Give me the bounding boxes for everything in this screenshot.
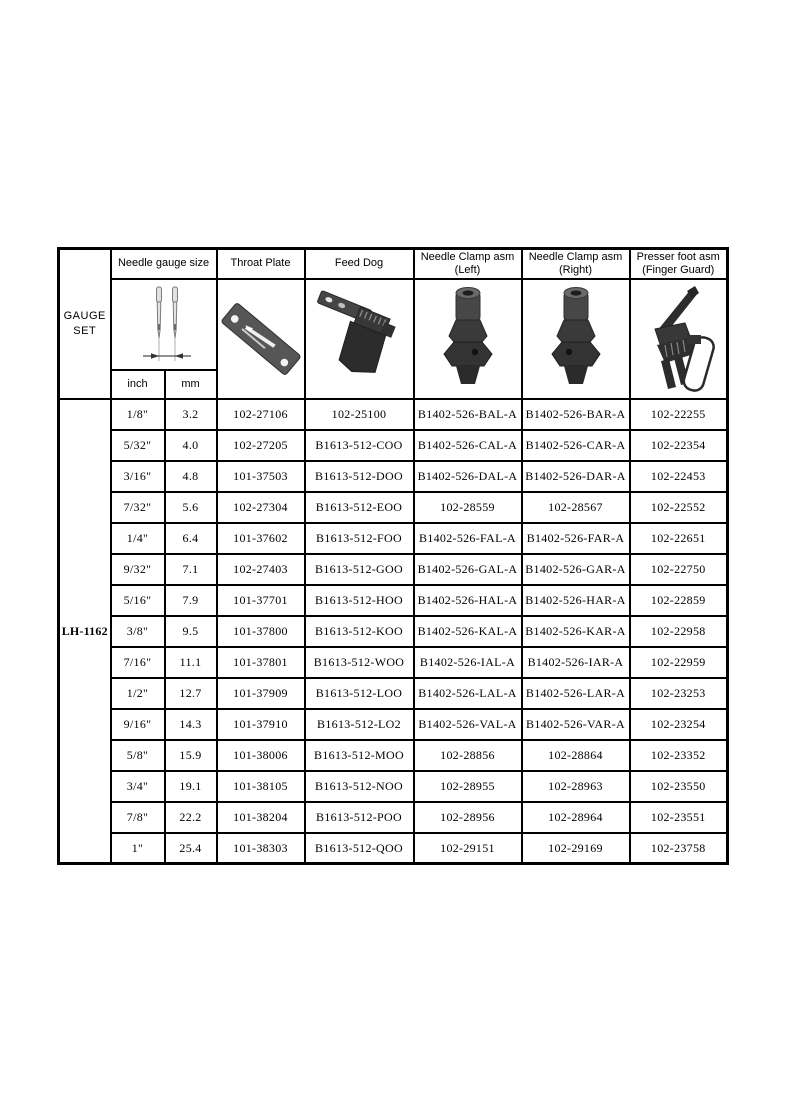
presser-foot-cell: 102-22958 <box>630 616 728 647</box>
image-row <box>59 279 728 370</box>
header-line: Throat Plate <box>230 257 291 270</box>
throat-plate-cell: 101-38303 <box>217 833 305 864</box>
presser-foot-cell: 102-22750 <box>630 554 728 585</box>
needle-clamp-left-cell: B1402-526-BAL-A <box>414 399 522 430</box>
presser-foot-cell: 102-23254 <box>630 709 728 740</box>
needle-clamp-right-image-cell <box>522 279 630 399</box>
needle-clamp-left-cell: B1402-526-LAL-A <box>414 678 522 709</box>
inch-cell: 5/16" <box>111 585 165 616</box>
needle-clamp-left-cell: 102-28955 <box>414 771 522 802</box>
presser-foot-cell: 102-22959 <box>630 647 728 678</box>
table-row <box>59 492 728 523</box>
inch-cell: 1/8" <box>111 399 165 430</box>
header-line: Needle Clamp asm <box>528 250 623 263</box>
table-row <box>59 554 728 585</box>
needle-clamp-right-cell: B1402-526-LAR-A <box>522 678 630 709</box>
throat-plate-cell: 101-37801 <box>217 647 305 678</box>
header-throat-plate <box>217 249 305 279</box>
feed-dog-image-cell <box>305 279 414 399</box>
needle-clamp-right-cell: 102-29169 <box>522 833 630 864</box>
needle-clamp-right-cell: 102-28567 <box>522 492 630 523</box>
mm-cell: 22.2 <box>165 802 217 833</box>
needle-clamp-left-cell: 102-28956 <box>414 802 522 833</box>
inch-cell: 9/32" <box>111 554 165 585</box>
needle-clamp-left-cell: B1402-526-VAL-A <box>414 709 522 740</box>
inch-cell: 7/16" <box>111 647 165 678</box>
needle-clamp-right-cell: B1402-526-VAR-A <box>522 709 630 740</box>
throat-plate-cell: 101-37910 <box>217 709 305 740</box>
needle-clamp-left-cell: 102-28559 <box>414 492 522 523</box>
table-row <box>59 616 728 647</box>
header-line: (Left) <box>454 263 481 276</box>
table-row <box>59 740 728 771</box>
table-row <box>59 709 728 740</box>
mm-cell: 7.9 <box>165 585 217 616</box>
needle-clamp-right-cell: B1402-526-KAR-A <box>522 616 630 647</box>
feed-dog-cell: B1613-512-GOO <box>305 554 414 585</box>
mm-cell: 9.5 <box>165 616 217 647</box>
header-feed-dog <box>305 249 414 279</box>
mm-cell: 7.1 <box>165 554 217 585</box>
throat-plate-photo-icon <box>219 281 303 397</box>
inch-cell: 5/32" <box>111 430 165 461</box>
mm-cell: 6.4 <box>165 523 217 554</box>
throat-plate-cell: 101-38006 <box>217 740 305 771</box>
needle-clamp-right-cell: B1402-526-DAR-A <box>522 461 630 492</box>
header-row <box>59 249 728 279</box>
header-needle-gauge-size: Needle gauge size <box>111 249 217 279</box>
needle-clamp-right-cell: B1402-526-FAR-A <box>522 523 630 554</box>
needle-clamp-left-cell: B1402-526-GAL-A <box>414 554 522 585</box>
needle-clamp-left-image-cell <box>414 279 522 399</box>
needle-gauge-diagram-icon <box>112 281 216 368</box>
presser-foot-cell: 102-22354 <box>630 430 728 461</box>
throat-plate-cell: 101-37602 <box>217 523 305 554</box>
needle-clamp-right-cell: 102-28964 <box>522 802 630 833</box>
feed-dog-cell: B1613-512-DOO <box>305 461 414 492</box>
throat-plate-cell: 101-38105 <box>217 771 305 802</box>
needle-clamp-left-cell: 102-29151 <box>414 833 522 864</box>
needle-clamp-right-cell: B1402-526-HAR-A <box>522 585 630 616</box>
table-row <box>59 523 728 554</box>
feed-dog-photo-icon <box>307 281 412 397</box>
feed-dog-cell: 102-25100 <box>305 399 414 430</box>
needle-clamp-left-cell: B1402-526-HAL-A <box>414 585 522 616</box>
presser-foot-cell: 102-22453 <box>630 461 728 492</box>
needle-clamp-left-photo-icon <box>416 281 520 397</box>
gauge-set-parts-table <box>57 247 729 865</box>
needle-gauge-image-cell <box>111 279 217 370</box>
gauge-set-corner-label: GAUGE SET <box>59 249 111 399</box>
header-mm: mm <box>165 370 217 399</box>
feed-dog-cell: B1613-512-COO <box>305 430 414 461</box>
mm-cell: 4.0 <box>165 430 217 461</box>
inch-cell: 7/32" <box>111 492 165 523</box>
needle-clamp-right-cell: B1402-526-GAR-A <box>522 554 630 585</box>
throat-plate-cell: 102-27304 <box>217 492 305 523</box>
throat-plate-cell: 101-37503 <box>217 461 305 492</box>
header-line: Presser foot asm <box>636 250 720 263</box>
table-row <box>59 399 728 430</box>
needle-clamp-left-cell: B1402-526-CAL-A <box>414 430 522 461</box>
feed-dog-cell: B1613-512-NOO <box>305 771 414 802</box>
presser-foot-cell: 102-22859 <box>630 585 728 616</box>
throat-plate-cell: 102-27106 <box>217 399 305 430</box>
table-row <box>59 585 728 616</box>
mm-cell: 11.1 <box>165 647 217 678</box>
needle-clamp-left-cell: B1402-526-FAL-A <box>414 523 522 554</box>
table-row <box>59 430 728 461</box>
feed-dog-cell: B1613-512-POO <box>305 802 414 833</box>
feed-dog-cell: B1613-512-LOO <box>305 678 414 709</box>
model-label: LH-1162 <box>59 399 111 864</box>
presser-foot-cell: 102-22651 <box>630 523 728 554</box>
needle-clamp-right-cell: B1402-526-IAR-A <box>522 647 630 678</box>
header-line: (Right) <box>558 263 592 276</box>
table-row <box>59 802 728 833</box>
header-needle-clamp-right <box>522 249 630 279</box>
presser-foot-cell: 102-23253 <box>630 678 728 709</box>
needle-clamp-right-cell: B1402-526-BAR-A <box>522 399 630 430</box>
inch-cell: 7/8" <box>111 802 165 833</box>
feed-dog-cell: B1613-512-HOO <box>305 585 414 616</box>
inch-cell: 5/8" <box>111 740 165 771</box>
feed-dog-cell: B1613-512-QOO <box>305 833 414 864</box>
needle-clamp-left-cell: 102-28856 <box>414 740 522 771</box>
needle-clamp-right-cell: 102-28963 <box>522 771 630 802</box>
header-line: (Finger Guard) <box>642 263 715 276</box>
inch-cell: 1/4" <box>111 523 165 554</box>
mm-cell: 19.1 <box>165 771 217 802</box>
header-presser-foot <box>630 249 728 279</box>
inch-cell: 1/2" <box>111 678 165 709</box>
presser-foot-cell: 102-23551 <box>630 802 728 833</box>
throat-plate-image-cell <box>217 279 305 399</box>
throat-plate-cell: 101-38204 <box>217 802 305 833</box>
table-row <box>59 647 728 678</box>
needle-clamp-right-photo-icon <box>524 281 628 397</box>
needle-clamp-left-cell: B1402-526-IAL-A <box>414 647 522 678</box>
presser-foot-photo-icon <box>631 281 725 397</box>
header-line: Needle Clamp asm <box>420 250 515 263</box>
table-row <box>59 678 728 709</box>
needle-clamp-right-cell: 102-28864 <box>522 740 630 771</box>
presser-foot-cell: 102-23758 <box>630 833 728 864</box>
mm-cell: 3.2 <box>165 399 217 430</box>
presser-foot-image-cell <box>630 279 728 399</box>
feed-dog-cell: B1613-512-FOO <box>305 523 414 554</box>
inch-cell: 1" <box>111 833 165 864</box>
table-row <box>59 461 728 492</box>
presser-foot-cell: 102-22255 <box>630 399 728 430</box>
inch-cell: 3/8" <box>111 616 165 647</box>
throat-plate-cell: 101-37800 <box>217 616 305 647</box>
mm-cell: 15.9 <box>165 740 217 771</box>
header-needle-clamp-left <box>414 249 522 279</box>
presser-foot-cell: 102-23352 <box>630 740 728 771</box>
inch-cell: 9/16" <box>111 709 165 740</box>
inch-cell: 3/16" <box>111 461 165 492</box>
feed-dog-cell: B1613-512-KOO <box>305 616 414 647</box>
presser-foot-cell: 102-23550 <box>630 771 728 802</box>
mm-cell: 25.4 <box>165 833 217 864</box>
inch-cell: 3/4" <box>111 771 165 802</box>
mm-cell: 5.6 <box>165 492 217 523</box>
header-inch: inch <box>111 370 165 399</box>
throat-plate-cell: 102-27403 <box>217 554 305 585</box>
needle-clamp-left-cell: B1402-526-DAL-A <box>414 461 522 492</box>
mm-cell: 4.8 <box>165 461 217 492</box>
throat-plate-cell: 102-27205 <box>217 430 305 461</box>
throat-plate-cell: 101-37909 <box>217 678 305 709</box>
feed-dog-cell: B1613-512-LO2 <box>305 709 414 740</box>
feed-dog-cell: B1613-512-EOO <box>305 492 414 523</box>
mm-cell: 12.7 <box>165 678 217 709</box>
needle-clamp-left-cell: B1402-526-KAL-A <box>414 616 522 647</box>
table-row <box>59 833 728 864</box>
presser-foot-cell: 102-22552 <box>630 492 728 523</box>
needle-clamp-right-cell: B1402-526-CAR-A <box>522 430 630 461</box>
mm-cell: 14.3 <box>165 709 217 740</box>
feed-dog-cell: B1613-512-MOO <box>305 740 414 771</box>
throat-plate-cell: 101-37701 <box>217 585 305 616</box>
parts-table-body <box>59 399 728 864</box>
feed-dog-cell: B1613-512-WOO <box>305 647 414 678</box>
table-row <box>59 771 728 802</box>
header-line: Feed Dog <box>334 257 384 270</box>
